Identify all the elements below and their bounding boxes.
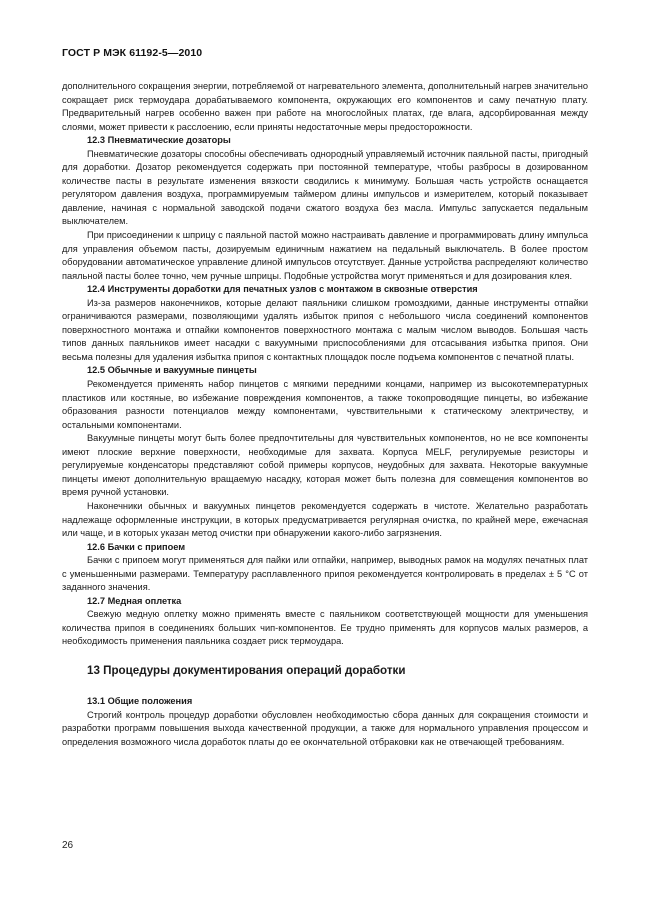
page-number: 26	[62, 840, 74, 851]
document-body	[62, 80, 588, 749]
paragraph: Бачки с припоем могут применяться для пайки или отпайки, например, выводных рамок на модулях печатных плат с уменьшенными размерами. Температуру расплавленного припоя рекомендуется контролировать в пределах ± 5 °С от заданного значения.	[62, 555, 588, 593]
paragraph: Рекомендуется применять набор пинцетов с мягкими передними концами, например из высокотемпературных пластиков или костяные, во избежание повреждения компонентов, а также токопроводящие пинцеты, во избежание образования разности потенциалов между компонентами, чувствительными к статическому электричеству, и остальными компонентами.	[62, 379, 588, 430]
paragraph: Из-за размеров наконечников, которые делают паяльники слишком громоздкими, данные инструменты отпайки ограничиваются размерами, позволяющими удалять избыток припоя с небольшого числа соединений компонентов поверхностного монтажа и отпайки компонентов поверхностного монтажа с малым числом выводов. Большая часть типов данных паяльников имеет насадки с вакуумными приспособлениями для отсасывания избытка припоя. Они весьма полезны для удаления избытка припоя с контактных площадок после подъема компонентов с печатной платы.	[62, 297, 588, 362]
paragraph: Пневматические дозаторы способны обеспечивать однородный управляемый источник паяльной пасты, пригодный для доработки. Дозатор рекомендуется содержать при постоянной температуре, чтобы разбросы в дозированном количестве пасты в результате изменения вязкости сводились к минимуму. Большая часть устройств оснащается регулятором давления воздуха, программируемым таймером длины импульсов и измерителем, который показывает давление, начиная с нормальной заводской подачи сжатого воздуха без масла. Импульс запускается педальным выключателем.	[62, 148, 588, 227]
subsection-heading-12-4: 12.4 Инструменты доработки для печатных узлов с монтажом в сквозные отверстия	[87, 284, 478, 295]
section-heading-13: 13 Процедуры документирования операций доработки	[87, 663, 406, 677]
paragraph: При присоединении к шприцу с паяльной пастой можно настраивать давление и программировать длину импульса для управления объемом пасты, дозируемым единичным нажатием на педальный выключатель. В более простом оборудовании автоматическое управление длиной импульсов отсутствует. Данные устройства распределяют количество паяльной пасты более точно, чем ручные шприцы. Подобные устройства могут применяться и для дозирования клея.	[62, 230, 588, 281]
paragraph: Вакуумные пинцеты могут быть более предпочтительны для чувствительных компонентов, но не все компоненты имеют плоские верхние поверхности, необходимые для захвата. Корпуса MELF, регулируемые резисторы и регулируемые конденсаторы представляют собой примеры корпусов, неудобных для захвата. Некоторые вакуумные пинцеты имеют дополнительную вращаемую насадку, которая может быть полезна для совмещения компонентов во время ручной установки.	[62, 433, 588, 498]
subsection-heading-12-3: 12.3 Пневматические дозаторы	[87, 135, 231, 146]
paragraph: дополнительного сокращения энергии, потребляемой от нагревательного элемента, дополнительный нагрев значительно сокращает риск термоудара дорабатываемого компонента, окружающих его компонентов и саму печатную плату. Предварительный нагрев особенно важен при работе на многослойных платах, где влага, адсорбированная между слоями, может привести к расслоению, если приняты недостаточные меры предосторожности.	[62, 81, 588, 132]
document-header: ГОСТ Р МЭК 61192-5—2010	[62, 47, 203, 59]
subsection-heading-12-5: 12.5 Обычные и вакуумные пинцеты	[87, 365, 257, 376]
paragraph: Строгий контроль процедур доработки обусловлен необходимостью сбора данных для сокращения стоимости и разработки программ повышения выхода качественной продукции, а также для нормального управления процессом и определения возможного числа доработок платы до ее окончательной отбраковки как не отвечающей требованиям.	[62, 709, 588, 747]
paragraph: Свежую медную оплетку можно применять вместе с паяльником соответствующей мощности для уменьшения количества припоя в соединениях больших чип-компонентов. Ее трудно применять для корпусов малых размеров, а необходимость применения паяльника создает риск термоудара.	[62, 609, 588, 647]
paragraph: Наконечники обычных и вакуумных пинцетов рекомендуется содержать в чистоте. Желательно разработать надлежаще оформленные инструкции, в которых предусматривается регулярная очистка, по крайней мере, ежечасная или чаще, и в которых указан метод очистки при обнаружении какого-либо загрязнения.	[62, 500, 588, 539]
subsection-heading-12-7: 12.7 Медная оплетка	[87, 595, 182, 606]
subsection-heading-12-6: 12.6 Бачки с припоем	[87, 541, 186, 552]
subsection-heading-13-1: 13.1 Общие положения	[87, 695, 193, 706]
